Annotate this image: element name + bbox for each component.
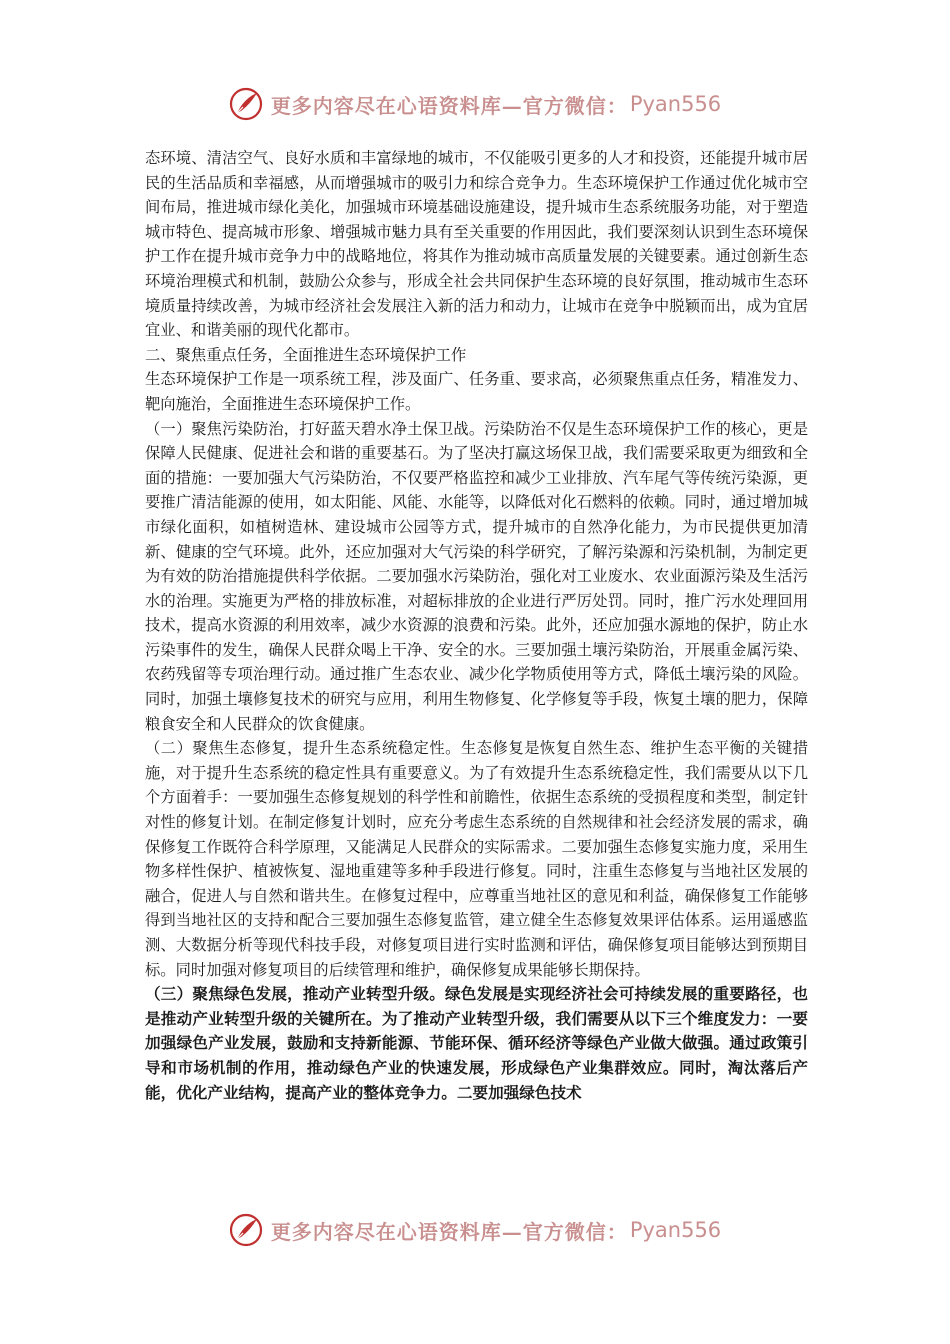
- footer-banner: [0, 1208, 950, 1252]
- paragraph-pollution: （一）聚焦污染防治，打好蓝天碧水净土保卫战。污染防治不仅是生态环境保护工作的核心，更是保障人民健康、促进社会和谐的重要基石。为了坚决打赢这场保卫战，我们需要采取更为细致和全面的措施：一要加强大气污染防治，不仅要严格监控和减少工业排放、汽车尾气等传统污染源，更要推广清洁能源的使用，如太阳能、风能、水能等，以降低对化石燃料的依赖。同时，通过增加城市绿化面积，如植树造林、建设城市公园等方式，提升城市的自然净化能力，为市民提供更加清新、健康的空气环境。此外，还应加强对大气污染的科学研究，了解污染源和污染机制，为制定更为有效的防治措施提供科学依据。二要加强水污染防治，强化对工业废水、农业面源污染及生活污水的治理。实施更为严格的排放标准，对超标排放的企业进行严厉处罚。同时，推广污水处理回用技术，提高水资源的利用效率，减少水资源的浪费和污染。此外，还应加强水源地的保护，防止水污染事件的发生，确保人民群众喝上干净、安全的水。三要加强土壤污染防治，开展重金属污染、农药残留等专项治理行动。通过推广生态农业、减少化学物质使用等方式，降低土壤污染的风险。同时，加强土壤修复技术的研究与应用，利用生物修复、化学修复等手段，恢复土壤的肥力，保障粮食安全和人民群众的饮食健康。: [145, 419, 808, 733]
- quill-logo-icon: [229, 1213, 263, 1247]
- section-heading: 二、聚焦重点任务，全面推进生态环境保护工作: [145, 345, 467, 364]
- paragraph-restoration: （二）聚焦生态修复，提升生态系统稳定性。生态修复是恢复自然生态、维护生态平衡的关键措施，对于提升生态系统的稳定性具有重要意义。为了有效提升生态系统稳定性，我们需要从以下几个方面着手：一要加强生态修复规划的科学性和前瞻性，依据生态系统的受损程度和类型，制定针对性的修复计划。在制定修复计划时，应充分考虑生态系统的自然规律和社会经济发展的需求，确保修复工作既符合科学原理，又能满足人民群众的实际需求。二要加强生态修复实施力度，采用生物多样性保护、植被恢复、湿地重建等多种手段进行修复。同时，注重生态修复与当地社区发展的融合，促进人与自然和谐共生。在修复过程中，应尊重当地社区的意见和利益，确保修复工作能够得到当地社区的支持和配合三要加强生态修复监管，建立健全生态修复效果评估体系。运用遥感监测、大数据分析等现代科技手段，对修复项目进行实时监测和评估，确保修复项目能够达到预期目标。同时加强对修复项目的后续管理和维护，确保修复成果能够长期保持。: [145, 739, 808, 979]
- header-banner: [0, 82, 950, 126]
- document-body: [145, 146, 808, 1105]
- paragraph-green-development: （三）聚焦绿色发展，推动产业转型升级。绿色发展是实现经济社会可持续发展的重要路径，也是推动产业转型升级的关键所在。为了推动产业转型升级，我们需要从以下三个维度发力：一要加强绿色产业发展，鼓励和支持新能源、节能环保、循环经济等绿色产业做大做强。通过政策引导和市场机制的作用，推动绿色产业的快速发展，形成绿色产业集群效应。同时，淘汰落后产能，优化产业结构，提高产业的整体竞争力。二要加强绿色技术: [145, 985, 808, 1102]
- banner-wechat-id: Pyan556: [629, 1218, 722, 1242]
- paragraph-section-intro: 生态环境保护工作是一项系统工程，涉及面广、任务重、要求高，必须聚焦重点任务，精准发力、靶向施治，全面推进生态环境保护工作。: [145, 370, 808, 413]
- paragraph-intro: 态环境、清洁空气、良好水质和丰富绿地的城市，不仅能吸引更多的人才和投资，还能提升城市居民的生活品质和幸福感，从而增强城市的吸引力和综合竞争力。生态环境保护工作通过优化城市空间布局，推进城市绿化美化，加强城市环境基础设施建设，提升城市生态系统服务功能，对于塑造城市特色、提高城市形象、增强城市魅力具有至关重要的作用因此，我们要深刻认识到生态环境保护工作在提升城市竞争力中的战略地位，将其作为推动城市高质量发展的关键要素。通过创新生态环境治理模式和机制，鼓励公众参与，形成全社会共同保护生态环境的良好氛围，推动城市生态环境质量持续改善，为城市经济社会发展注入新的活力和动力，让城市在竞争中脱颖而出，成为宜居宜业、和谐美丽的现代化都市。: [145, 149, 808, 340]
- banner-text: 更多内容尽在心语资料库—官方微信：: [270, 93, 628, 118]
- banner-wechat-id: Pyan556: [629, 92, 722, 116]
- banner-text: 更多内容尽在心语资料库—官方微信：: [270, 1219, 628, 1244]
- quill-logo-icon: [229, 87, 263, 121]
